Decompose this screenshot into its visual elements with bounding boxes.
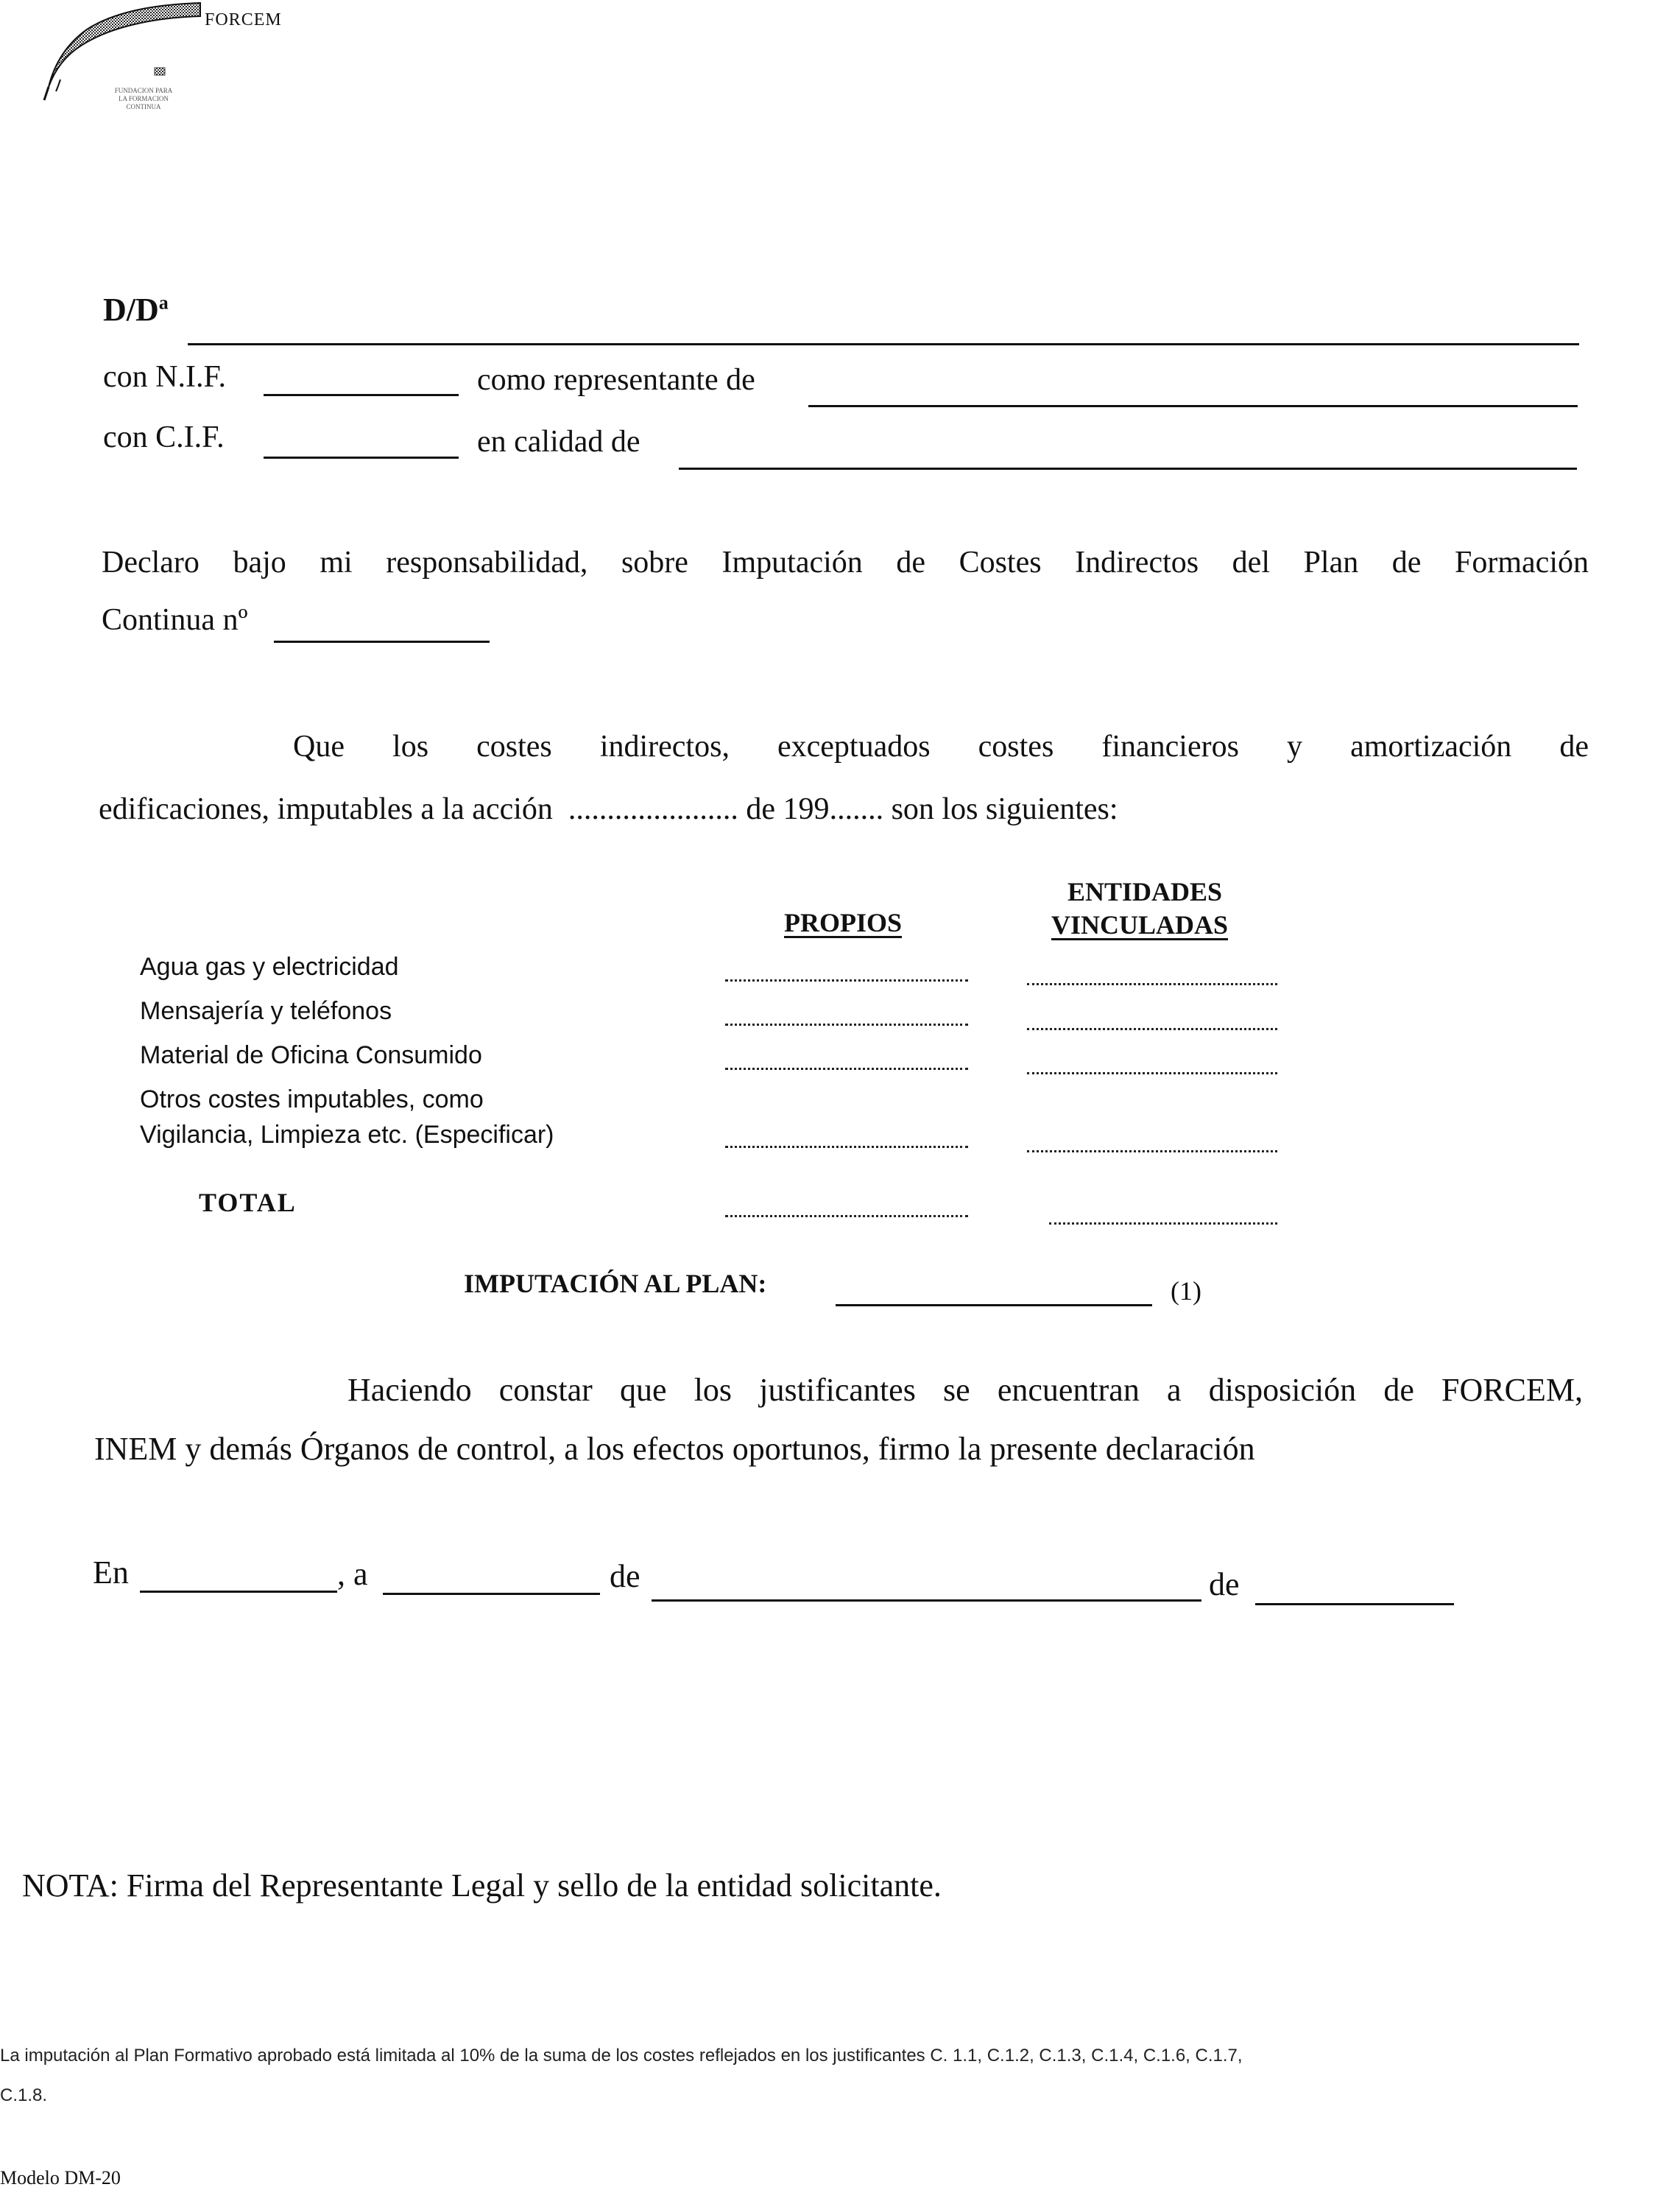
total-vinculadas-field[interactable] xyxy=(1049,1222,1277,1225)
year-field[interactable]: ....... xyxy=(829,792,884,826)
otros-propios-field[interactable] xyxy=(725,1146,968,1148)
calidad-field[interactable] xyxy=(679,468,1577,470)
date-de-label-2: de xyxy=(1209,1566,1240,1602)
date-month-field[interactable] xyxy=(652,1599,1201,1602)
footnote-line-1: La imputación al Plan Formativo aprobado está limitada al 10% de la suma de los costes reflejados en los justificantes C. 1.1, C.1.2, C.1.3, C.1.4, C.1.6, C.1.7, xyxy=(0,2046,1243,2066)
date-en-label: En xyxy=(93,1554,129,1591)
row-label-mensajeria: Mensajería y teléfonos xyxy=(140,997,392,1025)
closing-line-2: INEM y demás Órganos de control, a los efectos oportunos, firmo la presente declaración xyxy=(94,1431,1255,1467)
date-day-field[interactable] xyxy=(383,1593,600,1595)
col-header-entidades: ENTIDADES xyxy=(1067,877,1223,906)
closing-line-1: Haciendo constar que los justificantes se encuentran a disposición de FORCEM, xyxy=(347,1372,1583,1408)
row-label-material: Material de Oficina Consumido xyxy=(140,1041,482,1069)
nota-text: NOTA: Firma del Representante Legal y sello de la entidad solicitante. xyxy=(22,1867,942,1904)
total-propios-field[interactable] xyxy=(725,1215,968,1217)
row-label-otros: Otros costes imputables, como xyxy=(140,1085,484,1113)
material-propios-field[interactable] xyxy=(725,1068,968,1070)
material-vinculadas-field[interactable] xyxy=(1027,1072,1277,1074)
mensajeria-vinculadas-field[interactable] xyxy=(1027,1028,1277,1030)
imputacion-field[interactable] xyxy=(836,1304,1152,1306)
model-code: Modelo DM-20 xyxy=(0,2167,121,2188)
otros-vinculadas-field[interactable] xyxy=(1027,1150,1277,1152)
row-label-agua: Agua gas y electricidad xyxy=(140,953,399,981)
col-header-propios: PROPIOS xyxy=(784,908,903,937)
imputacion-label: IMPUTACIÓN AL PLAN: xyxy=(464,1269,767,1298)
total-label: TOTAL xyxy=(199,1188,297,1217)
footnote-line-2: C.1.8. xyxy=(0,2085,48,2105)
costs-paragraph-line-1: Que los costes indirectos, exceptuados costes financieros y amortización de xyxy=(293,730,1589,764)
calidad-label: en calidad de xyxy=(477,425,640,459)
declaration-line-1: Declaro bajo mi responsabilidad, sobre Imputación de Costes Indirectos del Plan de Formación xyxy=(102,546,1589,580)
representante-label: como representante de xyxy=(477,363,755,397)
cif-field[interactable] xyxy=(264,457,459,459)
nif-label: con N.I.F. xyxy=(103,360,226,394)
date-place-field[interactable] xyxy=(140,1591,337,1593)
row-label-otros-2: Vigilancia, Limpieza etc. (Especificar) xyxy=(140,1121,554,1149)
agua-propios-field[interactable] xyxy=(725,979,968,982)
accion-field[interactable]: ...................... xyxy=(568,792,738,826)
date-a-label: , a xyxy=(337,1556,368,1592)
representante-field[interactable] xyxy=(808,405,1578,407)
nif-field[interactable] xyxy=(264,394,459,396)
logo-subtext: FUNDACION PARA LA FORMACION CONTINUA xyxy=(114,87,173,110)
col-header-vinculadas: VINCULADAS xyxy=(1051,910,1229,940)
mensajeria-propios-field[interactable] xyxy=(725,1024,968,1026)
dd-name-field[interactable] xyxy=(188,343,1579,345)
imputacion-ref: (1) xyxy=(1171,1276,1201,1306)
date-de-label-1: de xyxy=(610,1558,640,1594)
date-year-field[interactable] xyxy=(1255,1603,1454,1605)
costs-paragraph-line-2: edificaciones, imputables a la acción ...................... de 199....... son los siguientes: xyxy=(99,792,1118,826)
declaration-line-2: Continua nº xyxy=(102,603,248,637)
agua-vinculadas-field[interactable] xyxy=(1027,983,1277,985)
plan-number-field[interactable] xyxy=(274,641,490,643)
cif-label: con C.I.F. xyxy=(103,420,225,454)
logo-name: FORCEM xyxy=(205,10,282,29)
dd-label: $D/D^a$ xyxy=(103,292,169,328)
